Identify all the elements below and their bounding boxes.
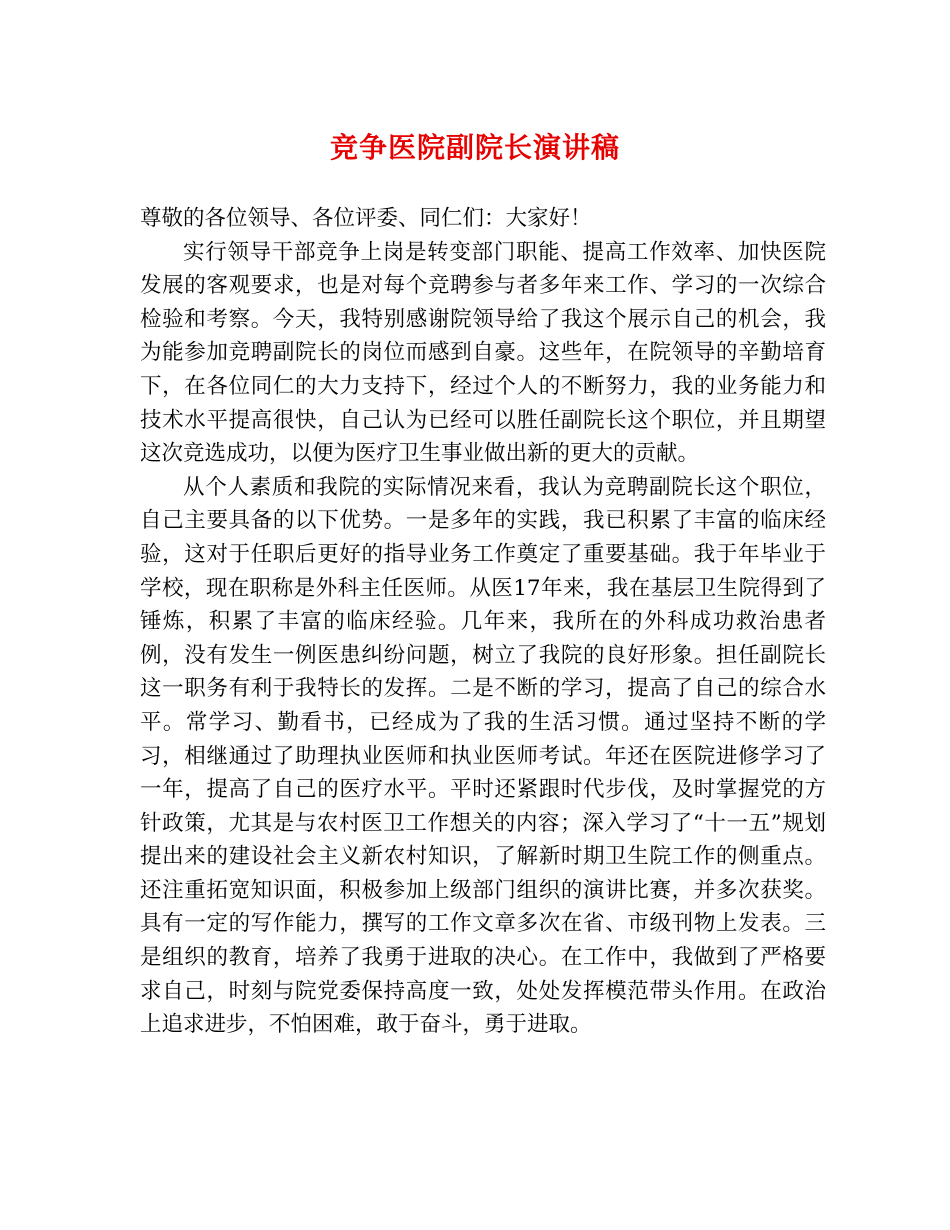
salutation: 尊敬的各位领导、各位评委、同仁们：大家好！ bbox=[140, 206, 592, 231]
document-body bbox=[140, 202, 826, 1042]
document-title: 竞争医院副院长演讲稿 bbox=[329, 131, 620, 164]
paragraph-1: 实行领导干部竞争上岗是转变部门职能、提高工作效率、加快医院发展的客观要求，也是对每个竞聘参与者多年来工作、学习的一次综合检验和考察。今天，我特别感谢院领导给了我这个展示自己的机会，我为能参加竞聘副院长的岗位而感到自豪。这些年，在院领导的辛勤培育下，在各位同仁的大力支持下，经过个人的不断努力，我的业务能力和技术水平提高很快，自己认为已经可以胜任副院长这个职位，并且期望这次竞选成功，以便为医疗卫生事业做出新的更大的贡献。 bbox=[140, 239, 826, 467]
paragraph-2: 从个人素质和我院的实际情况来看，我认为竞聘副院长这个职位，自己主要具备的以下优势。一是多年的实践，我已积累了丰富的临床经验，这对于任职后更好的指导业务工作奠定了重要基础。我于年毕业于学校，现在职称是外科主任医师。从医17年来，我在基层卫生院得到了锤炼，积累了丰富的临床经验。几年来，我所在的外科成功救治患者例，没有发生一例医患纠纷问题，树立了我院的良好形象。担任副院长这一职务有利于我特长的发挥。二是不断的学习，提高了自己的综合水平。常学习、勤看书，已经成为了我的生活习惯。通过坚持不断的学习，相继通过了助理执业医师和执业医师考试。年还在医院进修学习了一年，提高了自己的医疗水平。平时还紧跟时代步伐，及时掌握党的方针政策，尤其是与农村医卫工作想关的内容；深入学习了“十一五”规划提出来的建设社会主义新农村知识，了解新时期卫生院工作的侧重点。还注重拓宽知识面，积极参加上级部门组织的演讲比赛，并多次获奖。具有一定的写作能力，撰写的工作文章多次在省、市级刊物上发表。三是组织的教育，培养了我勇于进取的决心。在工作中，我做到了严格要求自己，时刻与院党委保持高度一致，处处发挥模范带头作用。在政治上追求进步，不怕困难，敢于奋斗，勇于进取。 bbox=[140, 474, 826, 1038]
